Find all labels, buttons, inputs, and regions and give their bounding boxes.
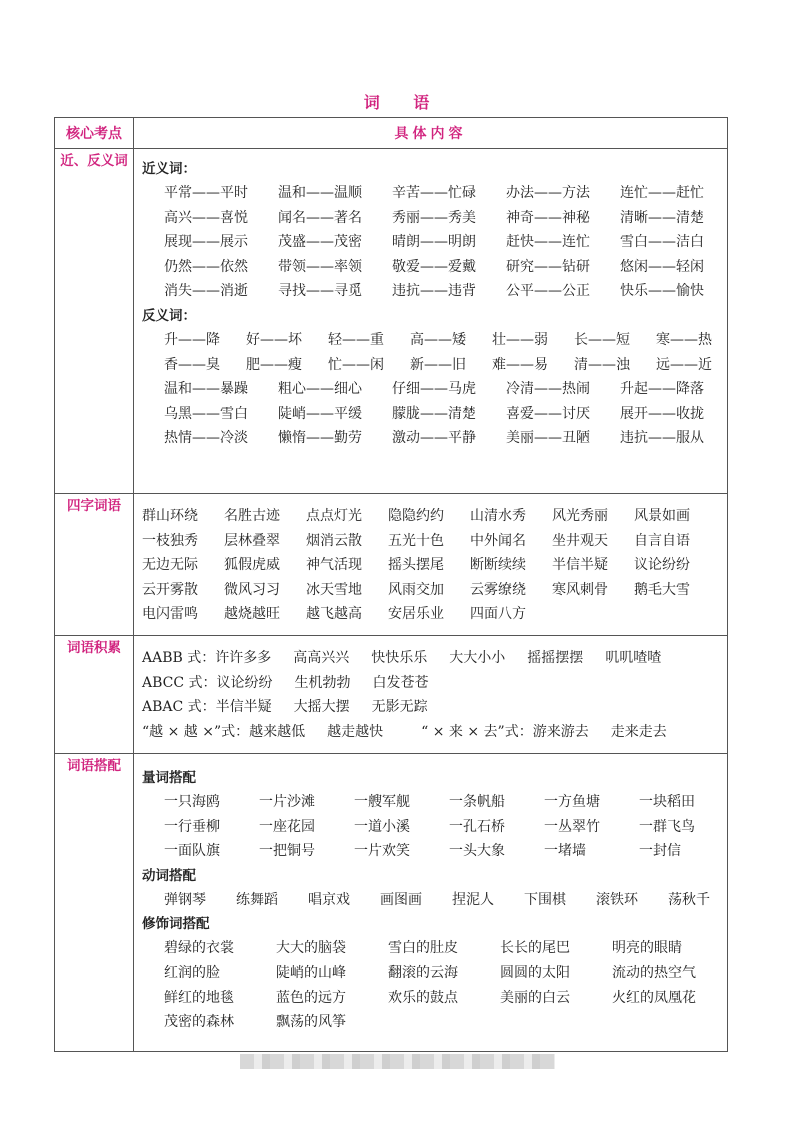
measure-word-phrase: 一艘军舰 — [354, 793, 410, 810]
idiom: 摇头摆尾 — [388, 557, 444, 574]
pattern-word: 越来越低 — [249, 723, 306, 740]
pattern-word: 叽叽喳喳 — [605, 649, 662, 666]
measure-word-phrase: 一把铜号 — [259, 843, 315, 860]
antonym-pair: 美丽——丑陋 — [506, 430, 590, 447]
pattern-label: AABB 式： — [142, 649, 216, 666]
idiom: 坐井观天 — [552, 532, 608, 549]
category-four-char: 四字词语 — [55, 494, 134, 636]
row-collocation — [55, 753, 728, 1051]
idiom: 微风习习 — [224, 581, 280, 598]
modifier-phrase: 翻滚的云海 — [388, 964, 458, 981]
idiom: 议论纷纷 — [634, 557, 690, 574]
idiom: 风光秀丽 — [552, 508, 608, 524]
antonym-pair: 激动——平静 — [392, 430, 476, 447]
idiom: 云雾缭绕 — [470, 581, 526, 598]
content-collocation — [134, 753, 728, 1051]
modifier-phrase: 飘荡的风筝 — [276, 1014, 346, 1031]
synonym-pair-row — [142, 230, 721, 255]
idiom: 自言自语 — [634, 532, 690, 549]
modifier-phrase-row — [142, 961, 721, 986]
antonym-pair: 清——浊 — [574, 356, 630, 373]
pattern-word: 大大小小 — [449, 649, 506, 666]
measure-word-phrase: 一封信 — [639, 843, 681, 860]
verb-phrase: 练舞蹈 — [236, 891, 278, 908]
idiom-row — [142, 504, 721, 529]
pattern-word: 越走越快 — [327, 723, 384, 740]
antonym-pair: 升起——降落 — [620, 381, 704, 398]
idiom: 寒风刺骨 — [552, 581, 608, 598]
synonym-pair: 办法——方法 — [506, 185, 590, 201]
modifier-phrase-row — [142, 986, 721, 1011]
synonym-pair-row — [142, 206, 721, 231]
antonym-pair: 懒惰——勤劳 — [278, 430, 362, 447]
synonym-pair: 清晰——清楚 — [620, 209, 704, 226]
modifier-phrase: 蓝色的远方 — [276, 989, 346, 1006]
blurred-footer — [240, 1054, 555, 1069]
synonyms-label: 近义词： — [142, 161, 196, 177]
accumulation-row — [142, 695, 721, 720]
idiom-row — [142, 553, 721, 578]
pattern-word: 议论纷纷 — [216, 674, 273, 691]
idiom: 层林叠翠 — [224, 532, 280, 549]
synonym-pair: 快乐——愉快 — [620, 283, 704, 300]
measure-word-phrase: 一方鱼塘 — [544, 793, 600, 810]
modifier-phrase: 美丽的白云 — [500, 989, 570, 1006]
modifier-phrase: 碧绿的衣裳 — [164, 940, 234, 957]
antonym-pair: 好——坏 — [246, 331, 302, 348]
modifier-phrase: 流动的热空气 — [612, 964, 696, 981]
idiom: 风雨交加 — [388, 581, 444, 598]
modifier-phrase: 陡峭的山峰 — [276, 964, 346, 981]
pattern-word: 快快乐乐 — [371, 649, 428, 666]
synonym-pair: 茂盛——茂密 — [278, 234, 362, 251]
antonym-pair: 肥——瘦 — [246, 356, 302, 373]
measure-word-phrase-row — [142, 815, 721, 840]
modifier-phrase: 鲜红的地毯 — [164, 989, 234, 1006]
accumulation-row — [142, 671, 721, 696]
synonym-pair: 高兴——喜悦 — [164, 209, 248, 226]
measure-word-phrase: 一道小溪 — [354, 818, 410, 835]
content-table — [54, 117, 728, 1052]
synonym-pair: 悠闲——轻闲 — [620, 258, 704, 275]
antonym-pair: 展开——收拢 — [620, 405, 704, 422]
pattern-word: 大摇大摆 — [293, 699, 350, 716]
modifier-phrase: 长长的尾巴 — [500, 940, 570, 957]
synonym-pair-row — [142, 181, 721, 206]
antonym-pair-row — [142, 402, 721, 427]
category-collocation: 词语搭配 — [55, 753, 134, 1051]
content-accumulation — [134, 635, 728, 753]
pattern-word: 生机勃勃 — [294, 674, 351, 691]
measure-word-phrase: 一群飞鸟 — [639, 818, 695, 835]
synonym-pair-row — [142, 279, 721, 304]
pattern-label: ABCC 式： — [142, 674, 217, 691]
measure-word-phrase-row — [142, 790, 721, 815]
pattern-word: 许许多多 — [215, 649, 272, 666]
measure-word-phrase: 一块稻田 — [639, 793, 695, 810]
verb-phrase: 捏泥人 — [452, 891, 494, 908]
idiom: 鹅毛大雪 — [634, 581, 690, 598]
antonym-pair: 寒——热 — [656, 331, 712, 348]
synonym-pair: 展现——展示 — [164, 234, 248, 251]
measure-word-phrase: 一只海鸥 — [164, 793, 220, 810]
category-synonyms-antonyms: 近、反义词 — [55, 149, 134, 494]
verb-phrase: 荡秋千 — [668, 891, 710, 908]
pattern-word: 无影无踪 — [371, 699, 428, 716]
pattern-word: 走来走去 — [610, 723, 667, 740]
idiom: 名胜古迹 — [224, 508, 280, 524]
antonym-pair-row — [142, 328, 721, 353]
measure-word-phrase: 一丛翠竹 — [544, 818, 600, 835]
idiom: 越烧越旺 — [224, 606, 280, 623]
modifier-phrase: 红润的脸 — [164, 964, 220, 981]
synonym-pair: 敬爱——爱戴 — [392, 258, 476, 275]
antonym-pair: 热情——冷淡 — [164, 430, 248, 447]
measure-word-phrase: 一座花园 — [259, 818, 315, 835]
row-four-char — [55, 494, 728, 636]
accumulation-row — [142, 646, 721, 671]
idiom: 点点灯光 — [306, 508, 362, 524]
synonym-pair: 违抗——违背 — [392, 283, 476, 300]
measure-word-phrase-row — [142, 839, 721, 864]
accumulation-row — [142, 720, 721, 745]
antonym-pair-row — [142, 353, 721, 378]
modifier-phrase: 火红的凤凰花 — [612, 989, 696, 1006]
antonyms-label: 反义词： — [142, 307, 196, 324]
idiom: 五光十色 — [388, 532, 444, 549]
idiom: 冰天雪地 — [306, 581, 362, 598]
modifier-phrase-row — [142, 1010, 721, 1035]
verb-phrase: 唱京戏 — [308, 891, 350, 908]
idiom: 狐假虎威 — [224, 557, 280, 574]
modifier-phrase: 明亮的眼睛 — [612, 940, 682, 957]
synonym-pair: 研究——钻研 — [506, 258, 590, 275]
synonym-pair: 平常——平时 — [164, 185, 248, 201]
measure-label: 量词搭配 — [142, 769, 196, 786]
verb-phrase-row — [142, 888, 721, 913]
table-header-row — [55, 118, 728, 149]
verb-label: 动词搭配 — [142, 867, 196, 884]
antonym-pair: 难——易 — [492, 356, 548, 373]
pattern-label: “越 × 越 ×”式： — [142, 723, 250, 740]
antonym-pair: 轻——重 — [328, 331, 384, 348]
pattern-word: 摇摇摆摆 — [527, 649, 584, 666]
page-title: 词 语 — [363, 93, 444, 112]
idiom: 四面八方 — [470, 606, 526, 623]
synonym-pair: 神奇——神秘 — [506, 209, 590, 226]
verb-phrase: 滚铁环 — [596, 891, 638, 908]
antonym-pair: 喜爱——讨厌 — [506, 405, 590, 422]
modifier-phrase: 大大的脑袋 — [276, 940, 346, 957]
synonym-pair: 闻名——著名 — [278, 209, 362, 226]
synonym-pair: 消失——消逝 — [164, 283, 248, 300]
synonym-pair: 雪白——洁白 — [620, 234, 704, 251]
idiom: 电闪雷鸣 — [142, 606, 198, 623]
measure-word-phrase: 一片欢笑 — [354, 843, 410, 860]
measure-word-phrase: 一孔石桥 — [449, 818, 505, 835]
idiom-row — [142, 578, 721, 603]
idiom: 神气活现 — [306, 557, 362, 574]
modifier-phrase: 圆圆的太阳 — [500, 964, 570, 981]
idiom: 群山环绕 — [142, 508, 198, 524]
antonym-pair: 新——旧 — [410, 356, 466, 373]
idiom: 隐隐约约 — [388, 508, 444, 524]
measure-word-phrase: 一堵墙 — [544, 843, 586, 860]
modifier-phrase: 雪白的肚皮 — [388, 940, 458, 957]
synonym-pair: 寻找——寻觅 — [278, 283, 362, 300]
idiom-row — [142, 602, 721, 627]
modifier-phrase-row — [142, 936, 721, 961]
synonym-pair: 辛苦——忙碌 — [392, 185, 476, 201]
antonym-pair: 冷清——热闹 — [506, 381, 590, 398]
idiom: 风景如画 — [634, 508, 690, 524]
synonym-pair: 秀丽——秀美 — [392, 209, 476, 226]
antonym-pair: 升——降 — [164, 331, 220, 348]
measure-word-phrase: 一面队旗 — [164, 843, 220, 860]
antonym-pair: 粗心——细心 — [278, 381, 362, 398]
measure-word-phrase: 一头大象 — [449, 843, 505, 860]
antonym-pair-row — [142, 426, 721, 451]
idiom: 中外闻名 — [470, 532, 526, 549]
idiom: 断断续续 — [470, 557, 526, 574]
category-accumulation: 词语积累 — [55, 635, 134, 753]
idiom: 越飞越高 — [306, 606, 362, 623]
pattern-word: 游来游去 — [532, 723, 589, 740]
idiom: 烟消云散 — [306, 532, 362, 549]
header-content: 具体内容 — [134, 118, 728, 149]
synonym-pair-row — [142, 255, 721, 280]
pattern-word: 高高兴兴 — [293, 649, 350, 666]
synonym-pair: 温和——温顺 — [278, 185, 362, 201]
row-synonyms-antonyms — [55, 149, 728, 494]
antonym-pair: 香——臭 — [164, 356, 220, 373]
antonym-pair: 仔细——马虎 — [392, 381, 476, 398]
antonym-pair: 远——近 — [656, 356, 712, 373]
header-core-point: 核心考点 — [55, 118, 134, 149]
idiom: 一枝独秀 — [142, 532, 198, 549]
antonym-pair: 朦胧——清楚 — [392, 405, 476, 422]
row-accumulation — [55, 635, 728, 753]
synonym-pair: 公平——公正 — [506, 283, 590, 300]
verb-phrase: 画图画 — [380, 891, 422, 908]
antonym-pair: 忙——闲 — [328, 356, 384, 373]
measure-word-phrase: 一条帆船 — [449, 793, 505, 810]
idiom: 半信半疑 — [552, 557, 608, 574]
antonym-pair: 违抗——服从 — [620, 430, 704, 447]
pattern-label: ABAC 式： — [142, 699, 216, 716]
synonym-pair: 仍然——依然 — [164, 258, 248, 275]
synonym-pair: 连忙——赶忙 — [620, 185, 704, 201]
pattern-word: 半信半疑 — [215, 699, 272, 716]
verb-phrase: 弹钢琴 — [164, 891, 206, 908]
antonym-pair: 壮——弱 — [492, 331, 548, 348]
synonym-pair: 带领——率领 — [278, 258, 362, 275]
modifier-phrase: 茂密的森林 — [164, 1014, 234, 1031]
synonym-pair: 晴朗——明朗 — [392, 234, 476, 251]
antonym-pair-row — [142, 377, 721, 402]
pattern-label: “ × 来 × 去”式： — [421, 723, 533, 740]
modifier-label: 修饰词搭配 — [142, 916, 210, 933]
verb-phrase: 下围棋 — [524, 891, 566, 908]
antonym-pair: 温和——暴躁 — [164, 381, 248, 398]
modifier-phrase: 欢乐的鼓点 — [388, 989, 458, 1006]
pattern-word: 白发苍苍 — [372, 674, 429, 691]
idiom: 无边无际 — [142, 557, 198, 574]
measure-word-phrase: 一行垂柳 — [164, 818, 220, 835]
idiom: 安居乐业 — [388, 606, 444, 623]
antonym-pair: 陡峭——平缓 — [278, 405, 362, 422]
antonym-pair: 乌黑——雪白 — [164, 405, 248, 422]
idiom-row — [142, 529, 721, 554]
idiom: 山清水秀 — [470, 508, 526, 524]
idiom: 云开雾散 — [142, 581, 198, 598]
antonym-pair: 长——短 — [574, 331, 630, 348]
antonym-pair: 高——矮 — [410, 331, 466, 348]
synonym-pair: 赶快——连忙 — [506, 234, 590, 251]
measure-word-phrase: 一片沙滩 — [259, 793, 315, 810]
content-synonyms-antonyms — [134, 149, 728, 494]
content-four-char — [134, 494, 728, 636]
